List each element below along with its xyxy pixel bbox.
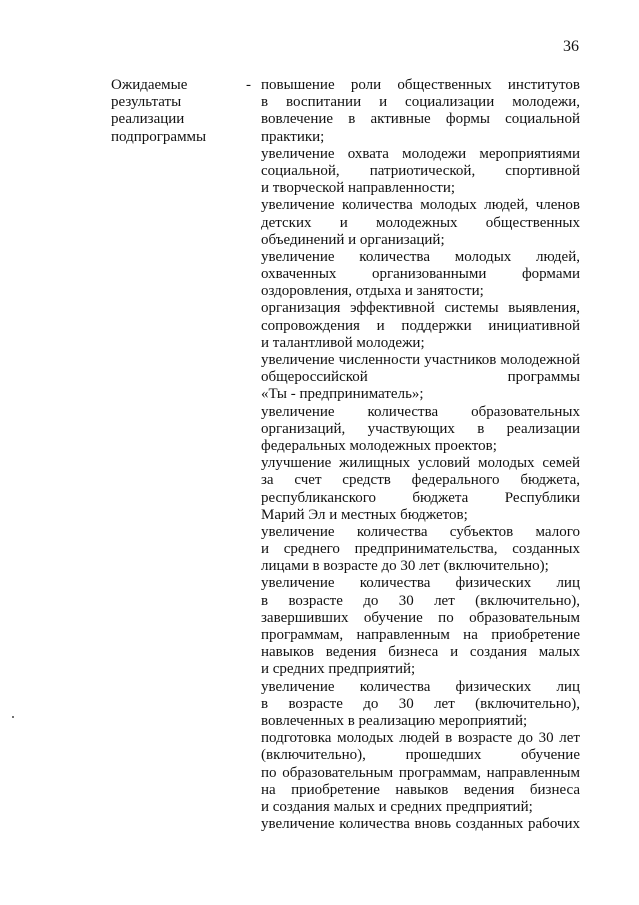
- result-item-line: объединений и организаций;: [261, 231, 445, 248]
- result-item-line: охваченных организованными формами: [261, 266, 580, 283]
- page-number: 36: [563, 38, 579, 55]
- result-item-line: и среднего предпринимательства, созданных: [261, 541, 580, 558]
- result-item: [261, 77, 580, 146]
- result-item-line: по образовательным программам, направленным: [261, 764, 580, 781]
- result-item-line: повышение роли общественных институтов: [261, 77, 580, 93]
- row-label-line: реализации: [111, 111, 185, 128]
- result-item-line: и создания малых и средних предприятий;: [261, 798, 533, 815]
- result-item-line: увеличение охвата молодежи мероприятиями: [261, 145, 580, 162]
- result-item-line: детских и молодежных общественных: [261, 214, 580, 231]
- result-item-line: и талантливой молодежи;: [261, 334, 425, 351]
- result-item-line: сопровождения и поддержки инициативной: [261, 317, 580, 334]
- result-item-line: завершивших обучение по образовательным: [261, 609, 580, 626]
- result-item-line: увеличение численности участников молодежной: [261, 352, 580, 368]
- result-item: [261, 300, 580, 352]
- row-label: [111, 77, 241, 146]
- result-item-line: программам, направленным на приобретение: [261, 627, 580, 643]
- result-item-line: и творческой направленности;: [261, 180, 456, 197]
- result-item-line: практики;: [261, 128, 325, 145]
- result-item-line: увеличение количества вновь созданных рабочих: [261, 816, 580, 833]
- result-item-line: федеральных молодежных проектов;: [261, 437, 497, 454]
- result-item-line: на приобретение навыков ведения бизнеса: [261, 781, 580, 798]
- result-item-line: организаций, участвующих в реализации: [261, 420, 580, 437]
- result-item-line: увеличение количества образовательных: [261, 403, 580, 420]
- result-item-line: улучшение жилищных условий молодых семей: [261, 455, 580, 472]
- result-item-line: увеличение количества физических лиц: [261, 575, 580, 592]
- result-item-line: республиканского бюджета Республики: [261, 489, 580, 506]
- result-item-line: за счет средств федерального бюджета,: [261, 472, 580, 489]
- result-item-line: Марий Эл и местных бюджетов;: [261, 506, 468, 523]
- result-item-line: социальной, патриотической, спортивной: [261, 162, 580, 179]
- result-item-line: организация эффективной системы выявления,: [261, 300, 580, 317]
- row-label-line: подпрограммы: [111, 128, 207, 145]
- result-item-line: увеличение количества субъектов малого: [261, 523, 580, 540]
- result-item-line: (включительно), прошедших обучение: [261, 747, 580, 764]
- row-label-line: результаты: [111, 94, 182, 111]
- expected-results-list: [261, 77, 580, 833]
- result-item-line: навыков ведения бизнеса и создания малых: [261, 644, 580, 661]
- result-item: [261, 197, 580, 249]
- result-item: [261, 352, 580, 404]
- result-item-line: в возрасте до 30 лет (включительно),: [261, 592, 580, 609]
- result-item: [261, 816, 580, 833]
- result-item-line: в возрасте до 30 лет (включительно),: [261, 695, 580, 712]
- result-item: [261, 524, 580, 576]
- row-label-line: Ожидаемые: [111, 77, 188, 93]
- result-item: [261, 730, 580, 816]
- result-item-line: и средних предприятий;: [261, 661, 416, 678]
- result-item-line: увеличение количества молодых людей, членов: [261, 197, 580, 214]
- result-item: [261, 455, 580, 524]
- result-item: [261, 146, 580, 198]
- scan-speck: [12, 716, 14, 718]
- result-item-line: общероссийской программы: [261, 369, 580, 386]
- result-item: [261, 404, 580, 456]
- result-item-line: оздоровления, отдыха и занятости;: [261, 283, 484, 300]
- result-item: [261, 575, 580, 678]
- result-item-line: «Ты - предприниматель»;: [261, 386, 424, 403]
- result-item-line: подготовка молодых людей в возрасте до 30 лет: [261, 730, 580, 747]
- result-item-line: лицами в возрасте до 30 лет (включительно);: [261, 558, 549, 575]
- result-item: [261, 679, 580, 731]
- result-item-line: вовлеченных в реализацию мероприятий;: [261, 712, 528, 729]
- result-item-line: вовлечение в активные формы социальной: [261, 111, 580, 128]
- result-item-line: увеличение количества физических лиц: [261, 678, 580, 695]
- result-item: [261, 249, 580, 301]
- result-item-line: в воспитании и социализации молодежи,: [261, 94, 580, 111]
- row-dash: -: [246, 77, 251, 93]
- result-item-line: увеличение количества молодых людей,: [261, 248, 580, 265]
